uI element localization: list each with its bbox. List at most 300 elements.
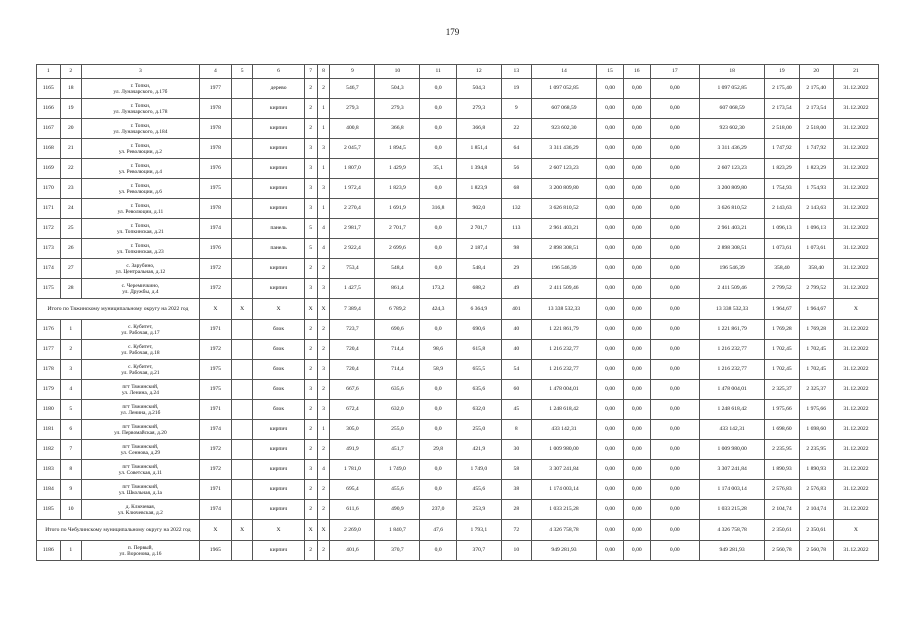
table-cell: 60	[501, 380, 531, 400]
table-cell: 0,00	[650, 480, 699, 500]
table-cell	[231, 420, 252, 440]
table-cell: 0,0	[420, 99, 456, 119]
table-cell: 237,0	[420, 500, 456, 520]
table-row	[37, 440, 879, 460]
table-cell: 1 851,4	[456, 139, 501, 159]
table-cell: кирпич	[253, 259, 304, 279]
table-cell: 1 975,66	[765, 400, 799, 420]
table-cell: 1972	[199, 460, 231, 480]
column-header-19: 19	[765, 65, 799, 79]
table-cell: 1976	[199, 159, 231, 179]
table-cell: 635,6	[375, 380, 420, 400]
table-cell: 1178	[37, 360, 61, 380]
table-cell: 0,00	[650, 159, 699, 179]
table-cell	[231, 279, 252, 299]
table-cell: 0,00	[597, 360, 624, 380]
table-cell: 0,00	[650, 500, 699, 520]
table-cell: 31.12.2022	[833, 440, 878, 460]
table-cell: 29,8	[420, 440, 456, 460]
table-cell: 31.12.2022	[833, 500, 878, 520]
table-cell: 1180	[37, 400, 61, 420]
table-cell: кирпич	[253, 420, 304, 440]
table-cell: 1 216 232,77	[531, 360, 596, 380]
table-cell: 27	[60, 259, 81, 279]
table-cell: 2 175,40	[765, 79, 799, 99]
table-cell: 49	[501, 279, 531, 299]
total-cell: 2 350,61	[765, 520, 799, 541]
table-cell: 2 898 308,51	[699, 239, 764, 259]
table-cell	[231, 440, 252, 460]
table-cell: 2 235,95	[765, 440, 799, 460]
table-cell: 31.12.2022	[833, 259, 878, 279]
table-cell: 1 174 003,14	[531, 480, 596, 500]
table-cell: 113	[501, 219, 531, 239]
table-cell: 2	[317, 320, 330, 340]
table-cell: 1 427,5	[330, 279, 375, 299]
table-cell: 0,00	[623, 259, 650, 279]
table-cell: 132	[501, 199, 531, 219]
table-row	[37, 279, 879, 299]
table-cell: 433 142,31	[531, 420, 596, 440]
table-cell: 0,00	[597, 380, 624, 400]
table-cell: блок	[253, 360, 304, 380]
column-header-16: 16	[623, 65, 650, 79]
address-cell: г. Топки, ул. Топкинская, д.23	[81, 239, 199, 259]
table-cell: 0,00	[597, 541, 624, 561]
total-cell: 7 389,4	[330, 299, 375, 320]
table-cell: 0,00	[623, 541, 650, 561]
total-cell: X	[317, 520, 330, 541]
table-cell: кирпич	[253, 179, 304, 199]
address-cell: пгт Тяжинский, ул. Ленина, д.24	[81, 380, 199, 400]
total-label: Итого по Тяжинскому муниципальному округу на 2022 год	[37, 299, 200, 320]
table-cell: 0,00	[623, 460, 650, 480]
table-cell: 2 961 403,21	[531, 219, 596, 239]
table-cell: 3	[304, 159, 317, 179]
table-cell: 0,00	[623, 340, 650, 360]
table-row	[37, 360, 879, 380]
table-cell: 2 143,63	[765, 199, 799, 219]
table-cell: 635,6	[456, 380, 501, 400]
table-cell: 3	[304, 139, 317, 159]
table-cell: 0,00	[623, 500, 650, 520]
table-cell: 31.12.2022	[833, 279, 878, 299]
column-header-1: 1	[37, 65, 61, 79]
table-cell: 196 546,39	[531, 259, 596, 279]
table-cell: 433 142,31	[699, 420, 764, 440]
table-cell: 720,4	[330, 340, 375, 360]
table-cell: 1176	[37, 320, 61, 340]
table-cell: 1182	[37, 440, 61, 460]
total-cell: 1 964,67	[765, 299, 799, 320]
table-cell: 3 311 436,29	[531, 139, 596, 159]
table-cell: 31.12.2022	[833, 380, 878, 400]
table-cell: 1976	[199, 239, 231, 259]
table-cell: блок	[253, 340, 304, 360]
table-cell: 35,1	[420, 159, 456, 179]
table-cell: 1175	[37, 279, 61, 299]
column-header-4: 4	[199, 65, 231, 79]
table-cell: 0,00	[597, 279, 624, 299]
table-cell: 2 325,37	[765, 380, 799, 400]
total-cell: X	[231, 520, 252, 541]
table-cell: 0,00	[597, 99, 624, 119]
table-cell	[231, 360, 252, 380]
table-cell: 1 096,13	[799, 219, 833, 239]
table-cell: 611,6	[330, 500, 375, 520]
table-cell: 0,0	[420, 219, 456, 239]
table-cell: 607 068,59	[531, 99, 596, 119]
total-cell: 1 840,7	[375, 520, 420, 541]
table-cell: 98,6	[420, 340, 456, 360]
table-cell: 1965	[199, 541, 231, 561]
table-cell: 4	[317, 460, 330, 480]
table-cell: кирпич	[253, 460, 304, 480]
table-cell: 455,6	[375, 480, 420, 500]
table-cell: 22	[501, 119, 531, 139]
total-cell: X	[304, 299, 317, 320]
table-cell: 861,4	[375, 279, 420, 299]
table-cell: 546,7	[330, 79, 375, 99]
table-cell: 667,6	[330, 380, 375, 400]
table-row	[37, 340, 879, 360]
total-cell: 1 793,1	[456, 520, 501, 541]
table-cell: 2	[317, 480, 330, 500]
table-cell: 1 009 980,00	[531, 440, 596, 460]
table-cell: 1167	[37, 119, 61, 139]
table-cell: кирпич	[253, 279, 304, 299]
table-row	[37, 199, 879, 219]
total-cell: 13 338 532,33	[531, 299, 596, 320]
table-cell: 1 073,61	[799, 239, 833, 259]
column-header-11: 11	[420, 65, 456, 79]
table-cell: 1 394,8	[456, 159, 501, 179]
table-cell: 0,00	[623, 239, 650, 259]
total-cell: 0,00	[623, 299, 650, 320]
table-cell: 1 823,9	[375, 179, 420, 199]
table-cell: 1972	[199, 440, 231, 460]
column-header-6: 6	[253, 65, 304, 79]
table-cell	[231, 320, 252, 340]
table-cell: 5	[304, 239, 317, 259]
table-cell: 2	[317, 380, 330, 400]
table-cell: 3 307 241,84	[531, 460, 596, 480]
table-cell: 5	[60, 400, 81, 420]
table-row	[37, 159, 879, 179]
table-row	[37, 500, 879, 520]
total-cell: 424,3	[420, 299, 456, 320]
table-cell: 25	[60, 219, 81, 239]
column-header-9: 9	[330, 65, 375, 79]
table-cell	[231, 219, 252, 239]
table-cell: 1 890,93	[765, 460, 799, 480]
table-row	[37, 541, 879, 561]
table-cell: 1971	[199, 400, 231, 420]
table-row	[37, 480, 879, 500]
table-cell: 1174	[37, 259, 61, 279]
table-cell: 3	[317, 400, 330, 420]
table-cell: 358,40	[799, 259, 833, 279]
table-row	[37, 420, 879, 440]
table-cell	[231, 340, 252, 360]
table-cell	[231, 541, 252, 561]
table-row	[37, 179, 879, 199]
table-cell: 0,0	[420, 420, 456, 440]
column-header-5: 5	[231, 65, 252, 79]
table-cell	[231, 159, 252, 179]
table-cell: 1 478 004,01	[531, 380, 596, 400]
table-cell: 2	[304, 320, 317, 340]
table-cell	[231, 239, 252, 259]
table-cell: 2 518,00	[765, 119, 799, 139]
table-cell: 1 691,9	[375, 199, 420, 219]
address-cell: г. Топки, ул. Революции, д.6	[81, 179, 199, 199]
table-cell: 655,5	[456, 360, 501, 380]
table-cell: 0,00	[623, 440, 650, 460]
table-cell: 0,00	[597, 400, 624, 420]
table-cell	[231, 119, 252, 139]
table-cell: 723,7	[330, 320, 375, 340]
address-cell: с. Кубитет, ул. Рабочая, д.21	[81, 360, 199, 380]
table-cell: 0,00	[650, 320, 699, 340]
address-cell: г. Топки, ул. Луначарского, д.178	[81, 99, 199, 119]
table-cell: 31.12.2022	[833, 340, 878, 360]
table-cell: 30	[501, 440, 531, 460]
table-cell: 1 248 618,42	[699, 400, 764, 420]
table-cell: 690,6	[375, 320, 420, 340]
table-cell: 31.12.2022	[833, 159, 878, 179]
table-cell: 2	[304, 420, 317, 440]
table-cell: 31.12.2022	[833, 119, 878, 139]
total-cell: 0,00	[597, 520, 624, 541]
table-cell: 1	[317, 159, 330, 179]
table-cell: 0,0	[420, 79, 456, 99]
table-row	[37, 460, 879, 480]
table-cell: 31.12.2022	[833, 360, 878, 380]
table-row	[37, 400, 879, 420]
table-row	[37, 139, 879, 159]
table-cell: 31.12.2022	[833, 239, 878, 259]
address-cell: пгт Тяжинский, ул. Первомайская, д.20	[81, 420, 199, 440]
table-cell: 1	[317, 99, 330, 119]
table-cell: 1 033 215,28	[531, 500, 596, 520]
table-cell: 0,0	[420, 541, 456, 561]
table-cell: 2 576,83	[799, 480, 833, 500]
address-cell: с. Зарубино, ул. Центральная, д.12	[81, 259, 199, 279]
table-cell	[231, 400, 252, 420]
table-cell: 0,00	[650, 340, 699, 360]
total-cell: 401	[501, 299, 531, 320]
total-cell: 47,6	[420, 520, 456, 541]
table-cell: 0,00	[597, 340, 624, 360]
table-cell: 0,00	[623, 79, 650, 99]
table-cell: 1974	[199, 219, 231, 239]
total-label: Итого по Чебулинскому муниципальному округу на 2022 год	[37, 520, 200, 541]
table-cell: 2	[304, 440, 317, 460]
table-cell: 1 097 052,85	[699, 79, 764, 99]
table-cell: 2 560,78	[765, 541, 799, 561]
address-cell: г. Топки, ул. Луначарского, д.184	[81, 119, 199, 139]
table-cell: 19	[60, 99, 81, 119]
table-cell: 305,0	[330, 420, 375, 440]
table-cell: 0,0	[420, 400, 456, 420]
table-cell: 0,00	[597, 320, 624, 340]
table-cell: 2 898 308,51	[531, 239, 596, 259]
table-cell: 21	[60, 139, 81, 159]
table-cell: 949 281,93	[531, 541, 596, 561]
table-cell: 370,7	[456, 541, 501, 561]
table-cell: 19	[501, 79, 531, 99]
table-cell: 1 174 003,14	[699, 480, 764, 500]
total-cell: 6 364,9	[456, 299, 501, 320]
table-cell: 0,00	[597, 199, 624, 219]
table-cell: 3	[317, 139, 330, 159]
table-cell: 2	[317, 259, 330, 279]
table-cell: 0,00	[650, 259, 699, 279]
table-cell: 1 754,93	[799, 179, 833, 199]
column-header-2: 2	[60, 65, 81, 79]
table-cell: 2 325,37	[799, 380, 833, 400]
table-cell: 455,6	[456, 480, 501, 500]
table-body	[37, 79, 879, 561]
table-cell: 1 702,45	[799, 340, 833, 360]
table-cell: кирпич	[253, 541, 304, 561]
table-cell: 0,00	[623, 480, 650, 500]
address-cell: г. Топки, ул. Революции, д.2	[81, 139, 199, 159]
table-cell: 358,40	[765, 259, 799, 279]
table-cell: 2 981,7	[330, 219, 375, 239]
table-cell: 279,3	[375, 99, 420, 119]
table-cell: 548,4	[456, 259, 501, 279]
table-cell: 2	[304, 79, 317, 99]
table-cell: 2	[304, 541, 317, 561]
total-cell: 0,00	[597, 299, 624, 320]
table-row	[37, 99, 879, 119]
table-cell: 2	[304, 259, 317, 279]
table-cell: 0,00	[597, 259, 624, 279]
table-cell: 1 216 232,77	[699, 360, 764, 380]
table-cell: 0,00	[623, 279, 650, 299]
table-cell: 1 009 980,00	[699, 440, 764, 460]
table-cell: кирпич	[253, 500, 304, 520]
table-cell: 0,0	[420, 239, 456, 259]
table-cell: 1173	[37, 239, 61, 259]
table-cell: 4	[60, 380, 81, 400]
table-cell: 1 769,28	[799, 320, 833, 340]
table-row	[37, 380, 879, 400]
table-cell: 31.12.2022	[833, 420, 878, 440]
table-cell: 0,00	[650, 440, 699, 460]
table-cell: 2	[60, 340, 81, 360]
table-cell: 1 890,93	[799, 460, 833, 480]
table-cell: 196 546,39	[699, 259, 764, 279]
table-cell	[231, 79, 252, 99]
column-header-18: 18	[699, 65, 764, 79]
table-cell: 2 143,63	[799, 199, 833, 219]
table-cell: 1974	[199, 420, 231, 440]
table-cell: 1975	[199, 380, 231, 400]
table-cell: 2 560,78	[799, 541, 833, 561]
total-cell: 2 269,0	[330, 520, 375, 541]
column-header-20: 20	[799, 65, 833, 79]
table-cell: 690,6	[456, 320, 501, 340]
table-cell: 0,0	[420, 119, 456, 139]
table-cell: 0,00	[650, 380, 699, 400]
total-row	[37, 520, 879, 541]
table-cell: 56	[501, 159, 531, 179]
table-cell: 1179	[37, 380, 61, 400]
table-cell: 0,00	[597, 219, 624, 239]
column-header-7: 7	[304, 65, 317, 79]
total-cell: X	[253, 299, 304, 320]
table-cell: 0,00	[650, 460, 699, 480]
table-cell: 0,00	[650, 79, 699, 99]
total-cell: X	[304, 520, 317, 541]
column-header-3: 3	[81, 65, 199, 79]
table-cell: блок	[253, 400, 304, 420]
table-cell: 1166	[37, 99, 61, 119]
table-cell: 9	[501, 99, 531, 119]
table-cell: 3	[317, 179, 330, 199]
address-cell: пгт Тяжинский, ул. Советская, д.11	[81, 460, 199, 480]
table-cell: 3 200 809,80	[531, 179, 596, 199]
table-cell: 1165	[37, 79, 61, 99]
table-cell: 31.12.2022	[833, 320, 878, 340]
table-cell: 68	[501, 179, 531, 199]
table-cell: 8	[501, 420, 531, 440]
table-cell: 2 104,74	[799, 500, 833, 520]
table-cell: 3 311 436,29	[699, 139, 764, 159]
table-cell: 255,0	[456, 420, 501, 440]
table-cell: 31.12.2022	[833, 219, 878, 239]
table-cell: 1 747,92	[765, 139, 799, 159]
column-header-12: 12	[456, 65, 501, 79]
table-cell: 1 033 215,28	[699, 500, 764, 520]
table-cell: 18	[60, 79, 81, 99]
table-cell	[231, 199, 252, 219]
table-cell: 1 073,61	[765, 239, 799, 259]
table-cell: 1975	[199, 360, 231, 380]
column-header-13: 13	[501, 65, 531, 79]
table-cell: 3	[317, 360, 330, 380]
table-cell: кирпич	[253, 139, 304, 159]
table-cell: 1 749,0	[375, 460, 420, 480]
table-cell: 3	[60, 360, 81, 380]
total-cell: 4 326 758,78	[531, 520, 596, 541]
table-cell: 10	[501, 541, 531, 561]
table-cell: 0,00	[597, 119, 624, 139]
table-cell: 2 045,7	[330, 139, 375, 159]
table-cell: 1 754,93	[765, 179, 799, 199]
table-cell: 0,00	[650, 179, 699, 199]
table-cell: 1 702,45	[765, 360, 799, 380]
table-cell: 753,4	[330, 259, 375, 279]
table-cell: 1 823,29	[765, 159, 799, 179]
total-cell: X	[199, 299, 231, 320]
table-cell: 0,00	[597, 239, 624, 259]
table-cell: 370,7	[375, 541, 420, 561]
table-cell: 3 307 241,84	[699, 460, 764, 480]
table-row	[37, 239, 879, 259]
address-cell: с. Кубитет, ул. Рабочая, д.17	[81, 320, 199, 340]
table-cell: 31.12.2022	[833, 199, 878, 219]
table-cell: 3 626 810,52	[531, 199, 596, 219]
table-cell: 0,0	[420, 480, 456, 500]
table-cell	[231, 460, 252, 480]
table-cell: 1170	[37, 179, 61, 199]
table-cell: 2	[304, 360, 317, 380]
table-cell: 1972	[199, 340, 231, 360]
